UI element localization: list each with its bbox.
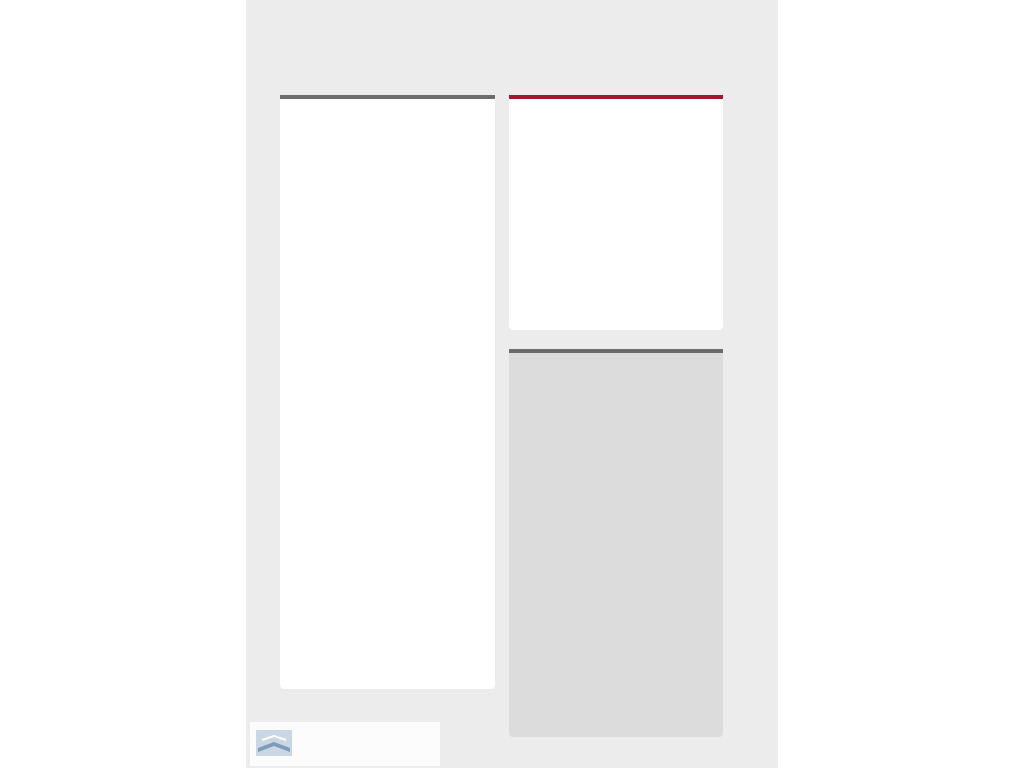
card-top-bar: [280, 95, 495, 99]
card-top-bar: [509, 349, 723, 353]
book-logo-icon: [254, 728, 294, 758]
right-top-toc-card: [509, 95, 723, 330]
card-top-bar: [509, 95, 723, 99]
right-bottom-toc-card: [509, 349, 723, 737]
left-toc-card: [280, 95, 495, 689]
publisher-watermark: [250, 722, 440, 766]
